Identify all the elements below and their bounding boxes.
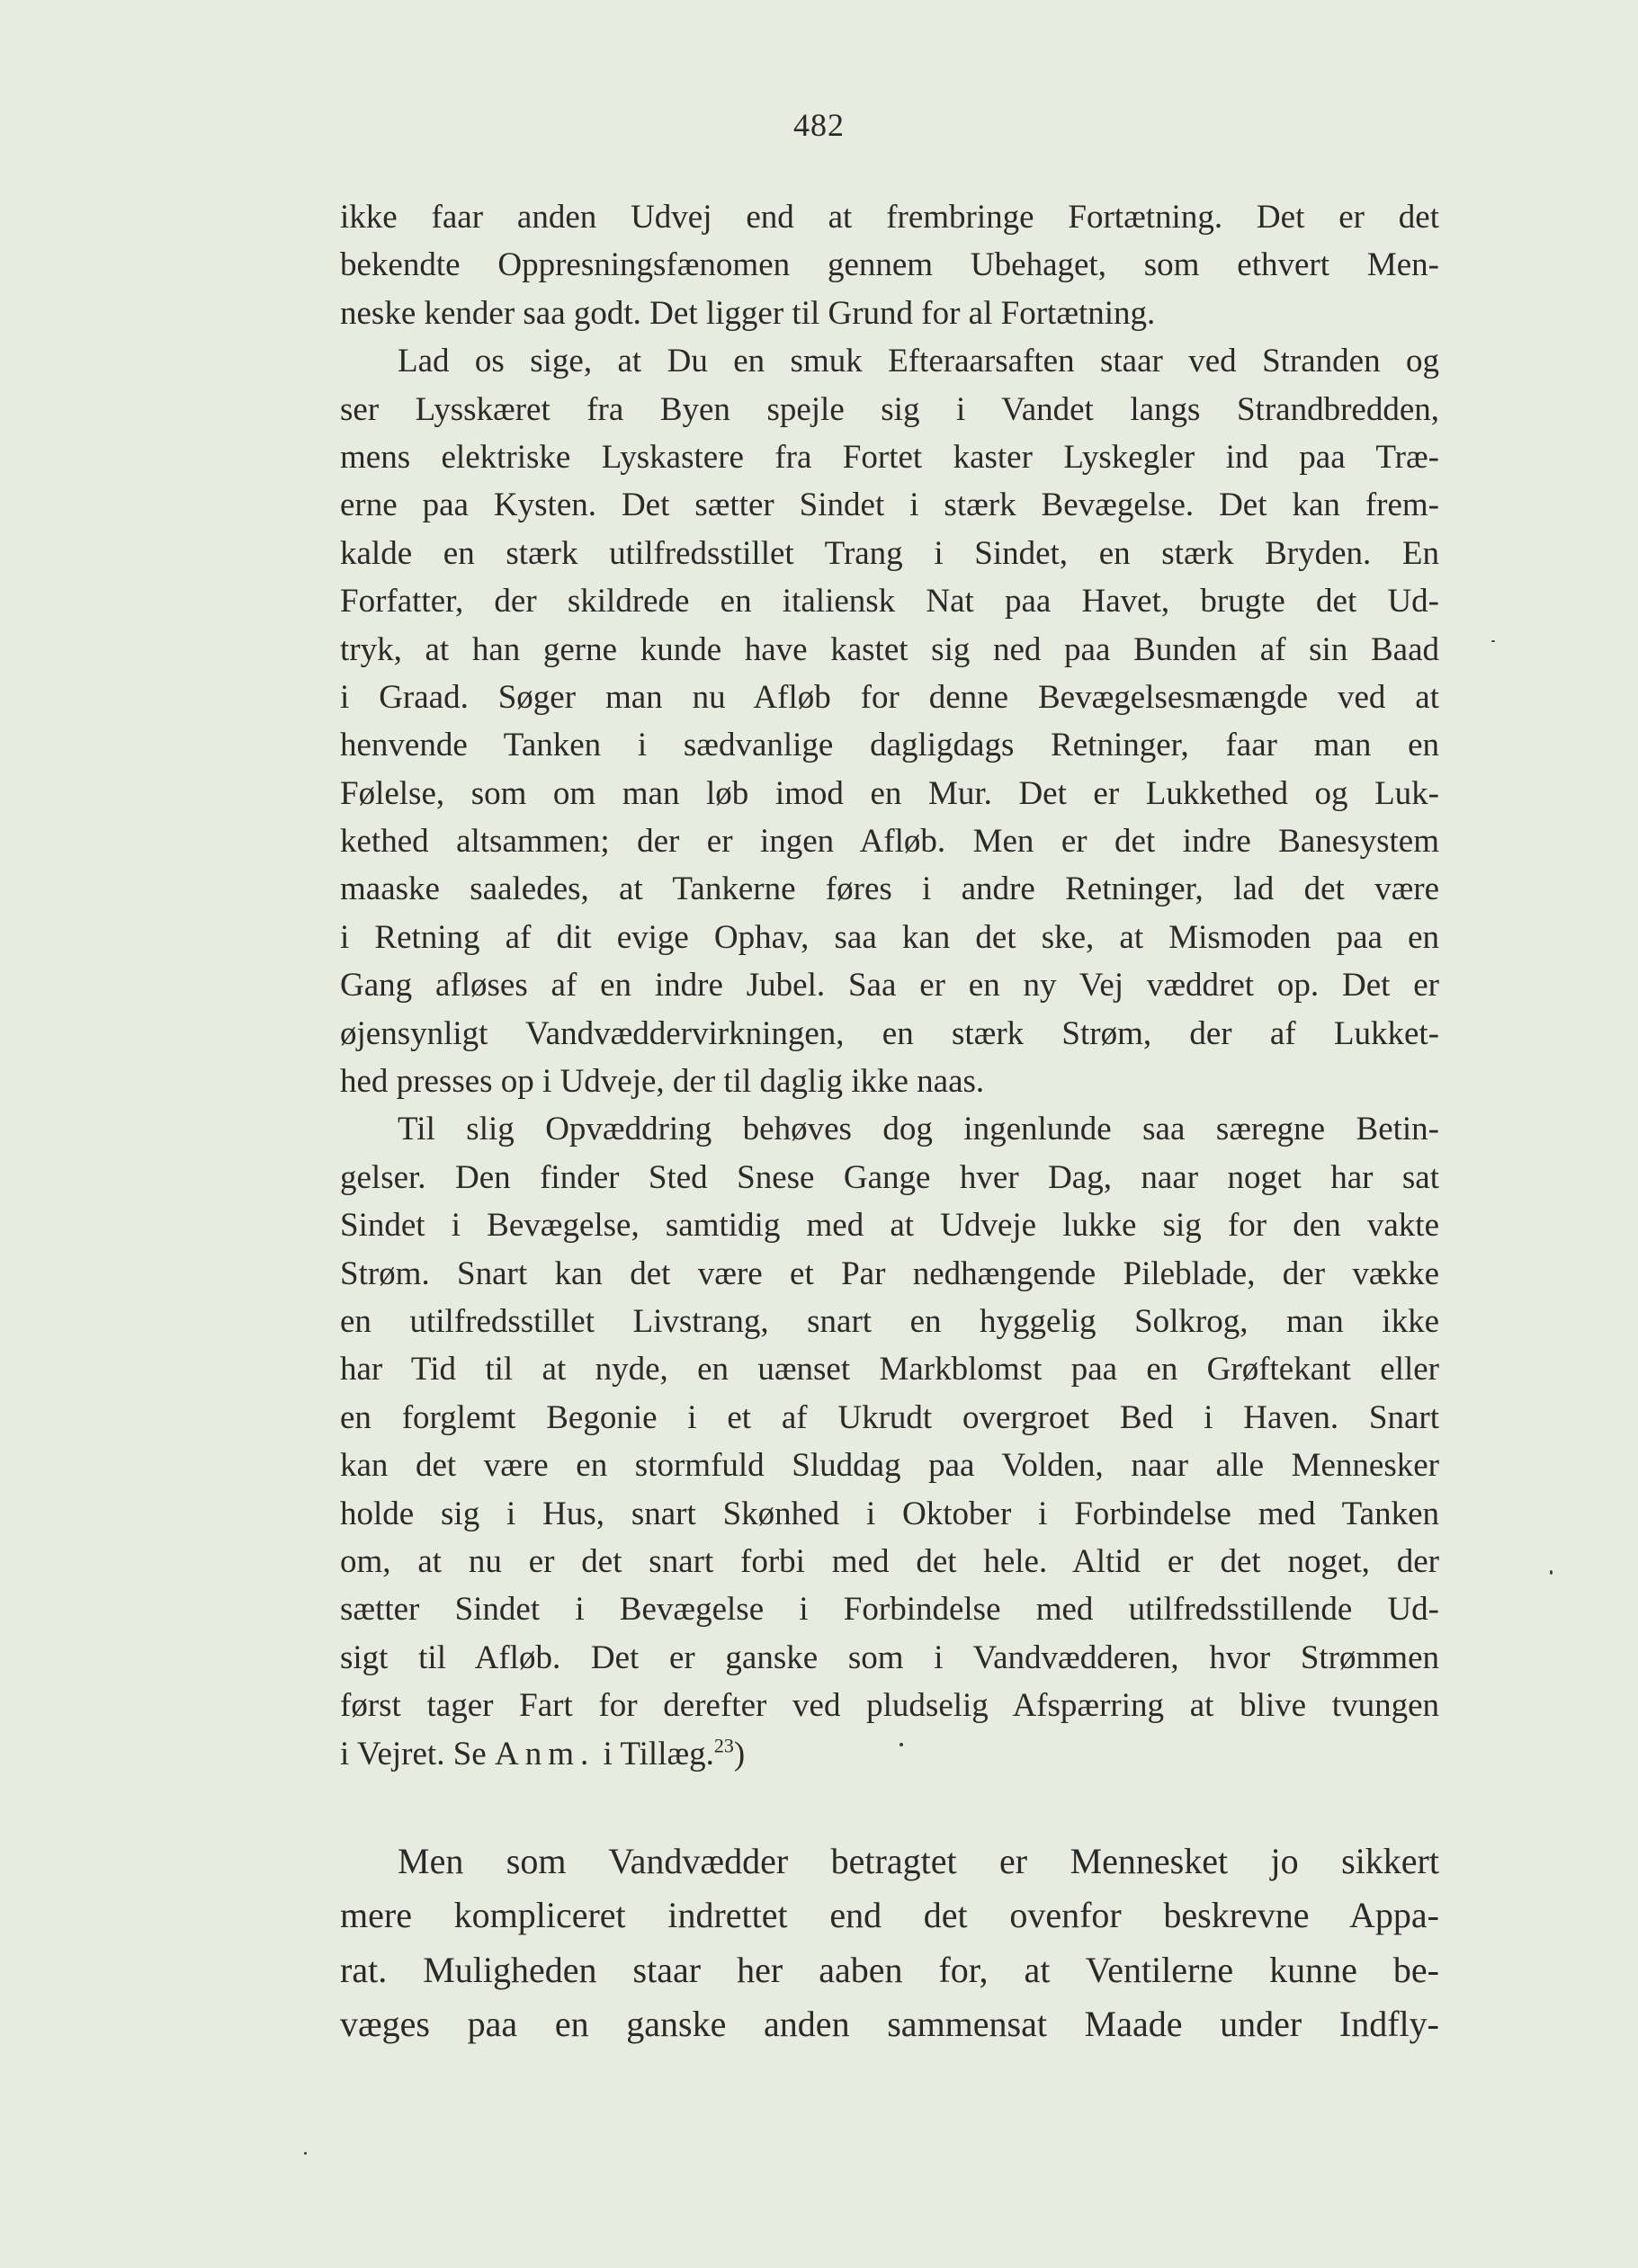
text-line: i Retning af dit evige Ophav, saa kan det ske, at Mismoden paa en [340,918,1439,956]
page-number: 482 [793,107,845,143]
text-line: Gang afløses af en indre Jubel. Saa er en ny Vej væddret op. Det er [340,967,1439,1005]
paragraph-start-line: Til slig Opvæddring behøves dog ingenlunde saa særegne Betin- [398,1111,1439,1148]
text-line-final [340,1730,1439,1778]
text-line: tryk, at han gerne kunde have kastet sig ned paa Bunden af sin Baad [340,630,1439,668]
speck-mark [1550,1570,1553,1575]
text-line: øjensynligt Vandvæddervirkningen, en stærk Strøm, der af Lukket- [340,1014,1439,1052]
final-line-after: i Tillæg. [595,1735,714,1772]
spaced-abbreviation: Anm. [494,1735,595,1772]
speck-mark [304,2152,307,2155]
text-line: en utilfredsstillet Livstrang, snart en hyggelig Solkrog, man ikke [340,1302,1439,1340]
text-line: rat. Muligheden staar her aaben for, at Ventilerne kunne be- [340,1949,1439,1990]
text-line: Følelse, som om man løb imod en Mur. Det er Lukkethed og Luk- [340,774,1439,812]
speck-mark [900,1743,903,1746]
footnote-reference: 23 [713,1734,734,1757]
final-line-text: i Vejret. Se [340,1735,495,1772]
text-line: Forfatter, der skildrede en italiensk Nat paa Havet, brugte det Ud- [340,583,1439,621]
text-line: mere kompliceret indrettet end det ovenfor beskrevne Appa- [340,1895,1439,1936]
speck-mark [1491,640,1495,642]
text-line: i Graad. Søger man nu Afløb for denne Bevægelsesmængde ved at [340,678,1439,716]
footnote-close: ) [733,1735,746,1772]
text-line: sætter Sindet i Bevægelse i Forbindelse med utilfredsstillende Ud- [340,1591,1439,1629]
text-line: en forglemt Begonie i et af Ukrudt overgroet Bed i Haven. Snart [340,1398,1439,1436]
text-line: om, at nu er det snart forbi med det hele. Altid er det noget, der [340,1542,1439,1580]
text-line: ser Lysskæret fra Byen spejle sig i Vandet langs Strandbredden, [340,390,1439,428]
text-line: har Tid til at nyde, en uænset Markblomst paa en Grøftekant eller [340,1351,1439,1388]
text-line: sigt til Afløb. Det er ganske som i Vandvædderen, hvor Strømmen [340,1638,1439,1676]
text-line: holde sig i Hus, snart Skønhed i Oktober i Forbindelse med Tanken [340,1495,1439,1532]
paragraph-start-line: Lad os sige, at Du en smuk Efteraarsaften staar ved Stranden og [398,343,1439,380]
text-line: kan det være en stormfuld Sluddag paa Volden, naar alle Mennesker [340,1447,1439,1485]
text-line: først tager Fart for derefter ved pludselig Afspærring at blive tvungen [340,1687,1439,1725]
text-line: væges paa en ganske anden sammensat Maade under Indfly- [340,2004,1439,2045]
text-line: Strøm. Snart kan det være et Par nedhængende Pileblade, der vække [340,1255,1439,1292]
paragraph-start-line: Men som Vandvædder betragtet er Mennesket jo sikkert [398,1840,1439,1881]
text-line: neske kender saa godt. Det ligger til Grund for al Fortætning. [340,294,1156,332]
section-gap [340,1778,1439,1835]
text-line: kalde en stærk utilfredsstillet Trang i Sindet, en stærk Bryden. En [340,534,1439,572]
text-line: ikke faar anden Udvej end at frembringe Fortætning. Det er det [340,199,1439,236]
text-line: erne paa Kysten. Det sætter Sindet i stærk Bevægelse. Det kan frem- [340,487,1439,524]
text-line: hed presses op i Udveje, der til daglig ikke naas. [340,1063,985,1101]
text-line: gelser. Den finder Sted Snese Gange hver Dag, naar noget har sat [340,1158,1439,1196]
text-line: maaske saaledes, at Tankerne føres i andre Retninger, lad det være [340,871,1439,908]
text-line: mens elektriske Lyskastere fra Fortet kaster Lyskegler ind paa Træ- [340,438,1439,476]
text-line: kethed altsammen; der er ingen Afløb. Men er det indre Banesystem [340,823,1439,861]
body-text [340,193,1439,2052]
text-line: bekendte Oppresningsfænomen gennem Ubehaget, som ethvert Men- [340,246,1439,284]
text-line: henvende Tanken i sædvanlige dagligdags Retninger, faar man en [340,727,1439,764]
text-line: Sindet i Bevægelse, samtidig med at Udveje lukke sig for den vakte [340,1207,1439,1245]
